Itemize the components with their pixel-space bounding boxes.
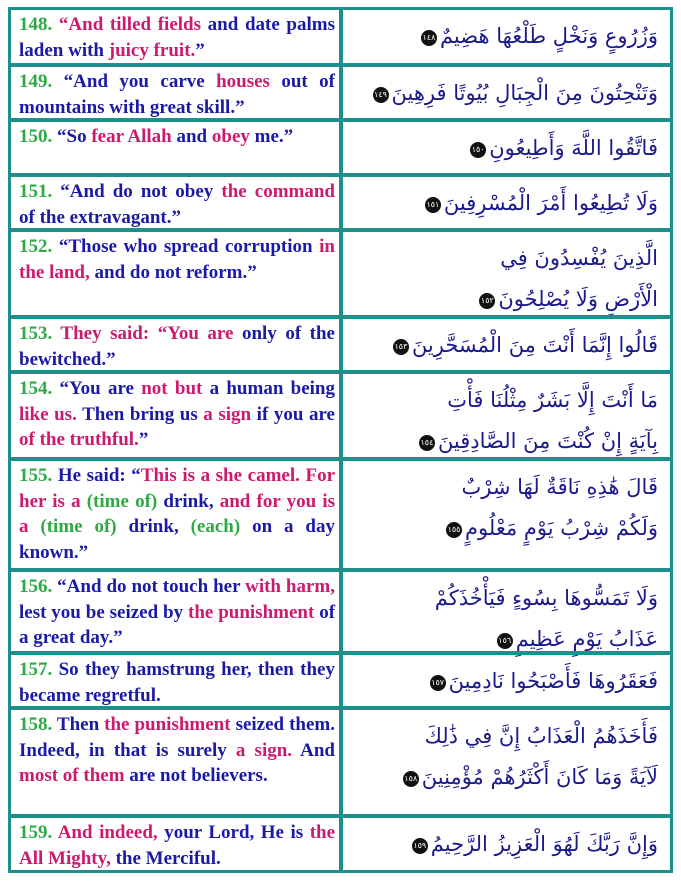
translation-segment: “And do not obey: [52, 181, 222, 202]
translation-segment: fear Allah: [91, 126, 177, 147]
verse-row: [11, 232, 670, 315]
verse-number: 158.: [19, 714, 53, 735]
translation-segment: and: [176, 126, 212, 147]
arabic-line: [351, 467, 658, 508]
verse-number: 149.: [19, 71, 53, 92]
translation-segment: with harm,: [245, 576, 335, 597]
verse-number: 151.: [19, 181, 53, 202]
arabic-line: [351, 421, 658, 462]
translation-segment: This is a she camel.: [140, 465, 306, 486]
verse-end-mark-icon: ١٥٥: [446, 522, 462, 538]
arabic-text: [343, 10, 670, 63]
verse-end-mark-icon: ١٥٠: [470, 142, 486, 158]
translation-segment: are not believers.: [129, 765, 268, 786]
arabic-line: [351, 508, 658, 549]
translation-segment: a sign.: [235, 739, 301, 761]
arabic-line-text: مَا أَنْتَ إِلَّا بَشَرٌ مِثْلُنَا فَأْتِ: [447, 388, 658, 412]
verse-table: [8, 7, 673, 873]
arabic-line: [351, 824, 658, 865]
translation-segment: your Lord, He is: [164, 822, 310, 843]
arabic-line: [351, 238, 658, 279]
translation-segment: most of them: [19, 765, 130, 786]
verse-number: 152.: [19, 236, 53, 257]
translation-segment: the punishment: [188, 601, 320, 623]
verse-end-mark-icon: ١٤٩: [373, 87, 389, 103]
translation-segment: Then bring us: [82, 403, 204, 425]
arabic-line: [351, 183, 658, 224]
arabic-line: [351, 757, 658, 798]
english-translation: [11, 572, 339, 651]
english-translation: [11, 122, 339, 173]
arabic-line: [351, 661, 658, 702]
english-translation: [11, 710, 339, 814]
translation-segment: So they hamstrung her, then they became regretful.: [19, 659, 335, 706]
translation-segment: the command: [221, 181, 335, 202]
verse-row: [11, 177, 670, 228]
translation-segment: and do not reform.”: [94, 261, 257, 283]
arabic-text: [343, 374, 670, 457]
arabic-line-text: وَزُرُوعٍ وَنَخْلٍ طَلْعُهَا هَضِيمٌ: [439, 24, 658, 48]
translation-segment: in that is surely: [88, 739, 236, 761]
arabic-line: [351, 325, 658, 366]
english-translation: [11, 177, 339, 228]
translation-segment: the All Mighty,: [19, 822, 336, 869]
verse-number: 155.: [19, 465, 53, 486]
arabic-text: [343, 818, 670, 870]
translation-segment: if you are: [256, 403, 335, 425]
arabic-line-text: وَإِنَّ رَبَّكَ لَهُوَ الْعَزِيزُ الرَّحِيمُ: [430, 832, 658, 856]
verse-end-mark-icon: ١٥٣: [393, 339, 409, 355]
translation-segment: the Merciful.: [115, 847, 221, 869]
arabic-text: [343, 67, 670, 118]
translation-segment: out of mountains with great skill.”: [19, 71, 335, 118]
english-translation: [11, 232, 339, 315]
arabic-text: [343, 122, 670, 173]
translation-segment: a sign: [203, 403, 257, 425]
translation-segment: He said: “: [52, 465, 141, 486]
translation-segment: drink,: [163, 490, 220, 512]
arabic-text: [343, 572, 670, 651]
verse-end-mark-icon: ١٥٨: [403, 771, 419, 787]
arabic-line: [351, 16, 658, 57]
translation-segment: me.”: [254, 126, 294, 147]
translation-segment: juicy fruit.: [108, 39, 196, 61]
english-translation: [11, 374, 339, 457]
translation-segment: drink,: [128, 516, 191, 537]
verse-row: [11, 67, 670, 118]
english-translation: [11, 67, 339, 118]
translation-segment: lest you be seized by: [19, 601, 188, 623]
translation-segment: in the land,: [19, 236, 336, 283]
arabic-line-text: وَلَا تُطِيعُوا أَمْرَ الْمُسْرِفِينَ: [443, 191, 658, 215]
english-translation: [11, 818, 339, 870]
verse-end-mark-icon: ١٤٨: [421, 30, 437, 46]
verse-number: 154.: [19, 378, 53, 399]
verse-number: 157.: [19, 659, 53, 680]
translation-segment: And indeed,: [52, 822, 165, 843]
translation-segment: And: [300, 739, 335, 761]
arabic-text: [343, 232, 670, 315]
verse-number: 148.: [19, 14, 53, 35]
translation-segment: Then: [52, 714, 105, 735]
translation-segment: Indeed,: [19, 739, 89, 761]
arabic-line-text: قَالُوا إِنَّمَا أَنْتَ مِنَ الْمُسَحَّرِينَ: [411, 333, 658, 357]
english-translation: [11, 461, 339, 568]
translation-segment: obey: [211, 126, 255, 147]
arabic-line: [351, 279, 658, 320]
translation-segment: ”: [138, 429, 149, 450]
verse-end-mark-icon: ١٥٩: [412, 838, 428, 854]
translation-segment: not but: [141, 378, 210, 399]
arabic-text: [343, 461, 670, 568]
arabic-line-text: وَلَكُمْ شِرْبُ يَوْمٍ مَعْلُومٍ: [465, 516, 658, 540]
verse-end-mark-icon: ١٥٦: [497, 633, 513, 649]
verse-end-mark-icon: ١٥١: [425, 197, 441, 213]
verse-number: 153.: [19, 323, 53, 344]
arabic-line-text: الَّذِينَ يُفْسِدُونَ فِي: [500, 246, 658, 270]
arabic-text: [343, 655, 670, 706]
verse-row: [11, 655, 670, 706]
translation-segment: For her is a: [19, 465, 336, 512]
arabic-line-text: فَاتَّقُوا اللَّهَ وَأَطِيعُونِ: [489, 136, 658, 160]
translation-segment: “Those who spread: [52, 236, 225, 257]
arabic-line-text: الْأَرْضِ وَلَا يُصْلِحُونَ: [498, 287, 658, 311]
verse-row: [11, 710, 670, 814]
translation-segment: like us.: [19, 403, 83, 425]
english-translation: [11, 319, 339, 370]
arabic-line-text: فَعَقَرُوهَا فَأَصْبَحُوا نَادِمِينَ: [448, 669, 658, 693]
arabic-text: [343, 177, 670, 228]
verse-end-mark-icon: ١٥٤: [419, 435, 435, 451]
translation-segment: the punishment: [104, 714, 236, 735]
translation-segment: “And you carve: [52, 71, 217, 92]
verse-row: [11, 122, 670, 173]
arabic-line: [351, 578, 658, 619]
translation-segment: “You are: [52, 378, 142, 399]
translation-segment: (each): [190, 516, 253, 537]
translation-segment: and date palms laden with: [19, 14, 335, 61]
translation-segment: a human being: [209, 378, 335, 399]
verse-row: [11, 10, 670, 63]
arabic-line-text: عَذَابُ يَوْمٍ عَظِيمٍ: [515, 627, 658, 651]
translation-segment: “And tilled fields: [52, 14, 208, 35]
translation-segment: “And do not touch her: [52, 576, 246, 597]
translation-segment: (time of): [40, 516, 129, 537]
verse-number: 150.: [19, 126, 53, 147]
verse-row: [11, 319, 670, 370]
verse-end-mark-icon: ١٥٢: [479, 293, 495, 309]
translation-segment: houses: [216, 71, 282, 92]
translation-segment: They said:: [52, 323, 158, 344]
translation-segment: “So: [52, 126, 92, 147]
arabic-line: [351, 380, 658, 421]
verse-number: 159.: [19, 822, 53, 843]
verse-row: [11, 572, 670, 651]
verse-number: 156.: [19, 576, 53, 597]
translation-segment: “You are: [157, 323, 242, 344]
arabic-line-text: قَالَ هَٰذِهِ نَاقَةٌ لَهَا شِرْبٌ: [461, 475, 658, 499]
verse-row: [11, 461, 670, 568]
verse-end-mark-icon: ١٥٧: [430, 675, 446, 691]
translation-segment: seized them.: [235, 714, 335, 735]
arabic-line-text: وَتَنْحِتُونَ مِنَ الْجِبَالِ بُيُوتًا فَرِهِينَ: [391, 81, 658, 105]
arabic-text: [343, 710, 670, 814]
arabic-line: [351, 73, 658, 114]
translation-segment: and for you is a: [19, 490, 335, 537]
arabic-line-text: بِآيَةٍ إِنْ كُنْتَ مِنَ الصَّادِقِينَ: [437, 429, 658, 453]
translation-segment: only of the bewitched.”: [19, 323, 335, 370]
arabic-line: [351, 128, 658, 169]
english-translation: [11, 10, 339, 63]
translation-segment: of the extravagant.”: [19, 206, 181, 228]
verse-row: [11, 818, 670, 870]
verse-row: [11, 374, 670, 457]
translation-segment: of the truthful.: [19, 429, 139, 450]
translation-segment: ”: [195, 39, 205, 61]
translation-segment: (time of): [86, 490, 164, 512]
translation-segment: corruption: [224, 236, 320, 257]
arabic-line-text: وَلَا تَمَسُّوهَا بِسُوءٍ فَيَأْخُذَكُمْ: [434, 586, 658, 610]
translation-segment: on a day known.”: [19, 516, 335, 563]
english-translation: [11, 655, 339, 706]
translation-segment: of a great day.”: [19, 601, 336, 648]
arabic-line-text: فَأَخَذَهُمُ الْعَذَابُ إِنَّ فِي ذَٰلِكَ: [424, 724, 658, 748]
arabic-line-text: لَآيَةً وَمَا كَانَ أَكْثَرُهُمْ مُؤْمِنِينَ: [421, 765, 658, 789]
arabic-line: [351, 716, 658, 757]
arabic-text: [343, 319, 670, 370]
